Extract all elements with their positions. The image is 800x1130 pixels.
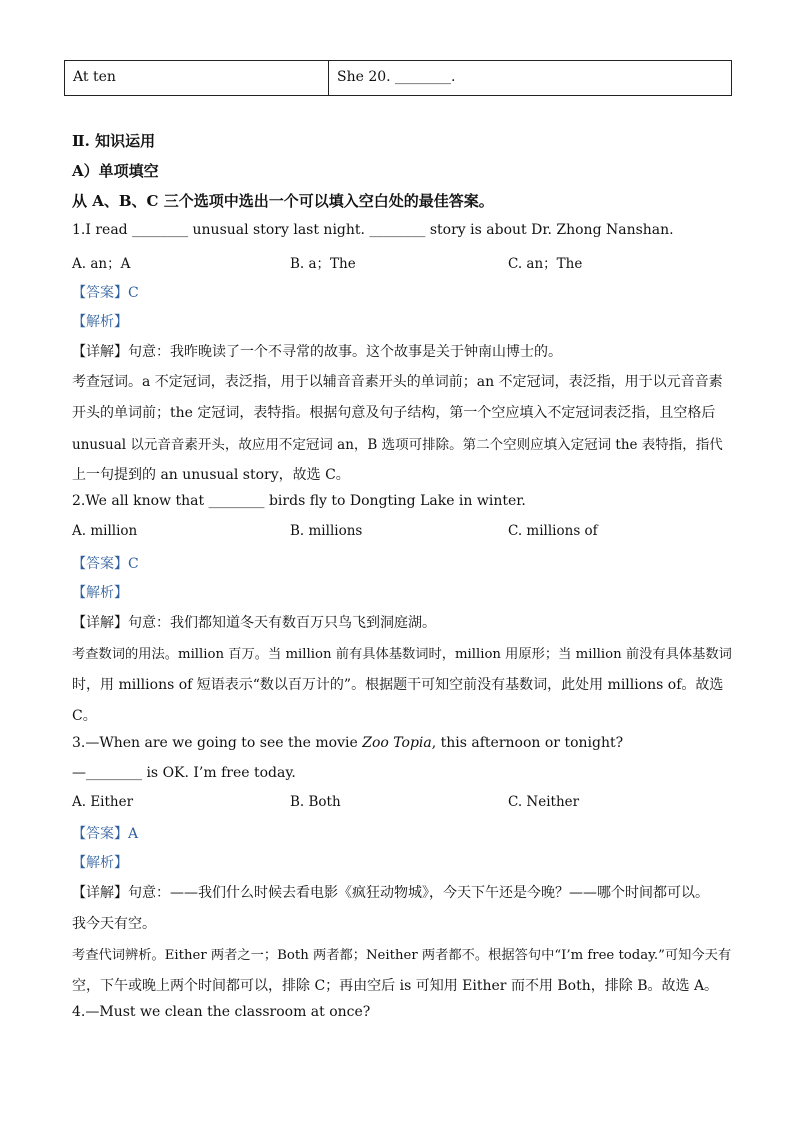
q2-explain-line: 考查数词的用法。million 百万。当 million 前有具体基数词时，million 用原形；当 million 前没有具体基数词 [72,647,732,662]
answer-table [64,60,732,96]
q3-option-a: A. Either [72,794,134,810]
q2-answer: 【答案】C [72,556,139,572]
q1-explain-line: unusual 以元音音素开头，故应用不定冠词 an，B 选项可排除。第二个空则应填入定冠词 the 表特指，指代 [72,437,723,453]
q2-option-b: B. millions [290,523,363,539]
section-subheading: A）单项填空 [72,162,159,180]
q3-explain-line: 空，下午或晚上两个时间都可以，排除 C；再由空后 is 可知用 Either 而不用 Both，排除 B。故选 A。 [72,978,719,994]
q3-stem-end: , this afternoon or tonight? [431,735,624,751]
table-cell-left: At ten [65,61,329,95]
section-instruction: 从 A、B、C 三个选项中选出一个可以填入空白处的最佳答案。 [72,192,494,210]
q2-option-a: A. million [72,523,138,539]
q3-answer: 【答案】A [72,826,139,842]
q3-analysis: 【解析】 [72,855,128,871]
q2-analysis: 【解析】 [72,585,128,601]
q3-option-b: B. Both [290,794,341,810]
q1-option-c: C. an；The [508,256,583,272]
q3-stem [72,735,623,751]
q1-explain-line: 上一句提到的 an unusual story，故选 C。 [72,467,350,483]
q1-detail: 【详解】句意：我昨晚读了一个不寻常的故事。这个故事是关于钟南山博士的。 [72,344,562,360]
q2-detail: 【详解】句意：我们都知道冬天有数百万只鸟飞到洞庭湖。 [72,615,436,631]
q4-stem: 4.—Must we clean the classroom at once? [72,1004,371,1020]
q2-explain-line: C。 [72,708,97,724]
q2-option-c: C. millions of [508,523,598,539]
q3-detail-cont: 我今天有空。 [72,916,156,932]
q1-option-b: B. a；The [290,256,356,272]
q1-explain-line: 考查冠词。a 不定冠词，表泛指，用于以辅音音素开头的单词前；an 不定冠词，表泛指，用于以元音音素 [72,374,723,390]
q1-analysis: 【解析】 [72,314,128,330]
q3-stem-start: 3.—When are we going to see the movie [72,735,363,751]
q3-detail: 【详解】句意：——我们什么时候去看电影《疯狂动物城》，今天下午还是今晚？——哪个时间都可以。 [72,885,709,901]
q1-answer: 【答案】C [72,285,139,301]
q1-stem: 1.I read ________ unusual story last night. ________ story is about Dr. Zhong Nanshan. [72,222,674,238]
q2-stem: 2.We all know that ________ birds fly to Dongting Lake in winter. [72,493,526,509]
section-heading: Ⅱ. 知识运用 [72,132,156,150]
q1-explain-line: 开头的单词前；the 定冠词，表特指。根据句意及句子结构，第一个空应填入不定冠词表泛指，且空格后 [72,405,716,421]
table-cell-right: She 20. ________. [337,69,456,85]
q3-reply: —________ is OK. I’m free today. [72,765,296,781]
q1-option-a: A. an；A [72,256,131,272]
q2-explain-line: 时，用 millions of 短语表示“数以百万计的”。根据题干可知空前没有基数词，此处用 millions of。故选 [72,677,724,693]
q3-movie-title: Zoo Topia [362,735,432,751]
q3-explain-line: 考查代词辨析。Either 两者之一；Both 两者都；Neither 两者都不。根据答句中“I’m free today.”可知今天有 [72,948,732,963]
q3-option-c: C. Neither [508,794,580,810]
